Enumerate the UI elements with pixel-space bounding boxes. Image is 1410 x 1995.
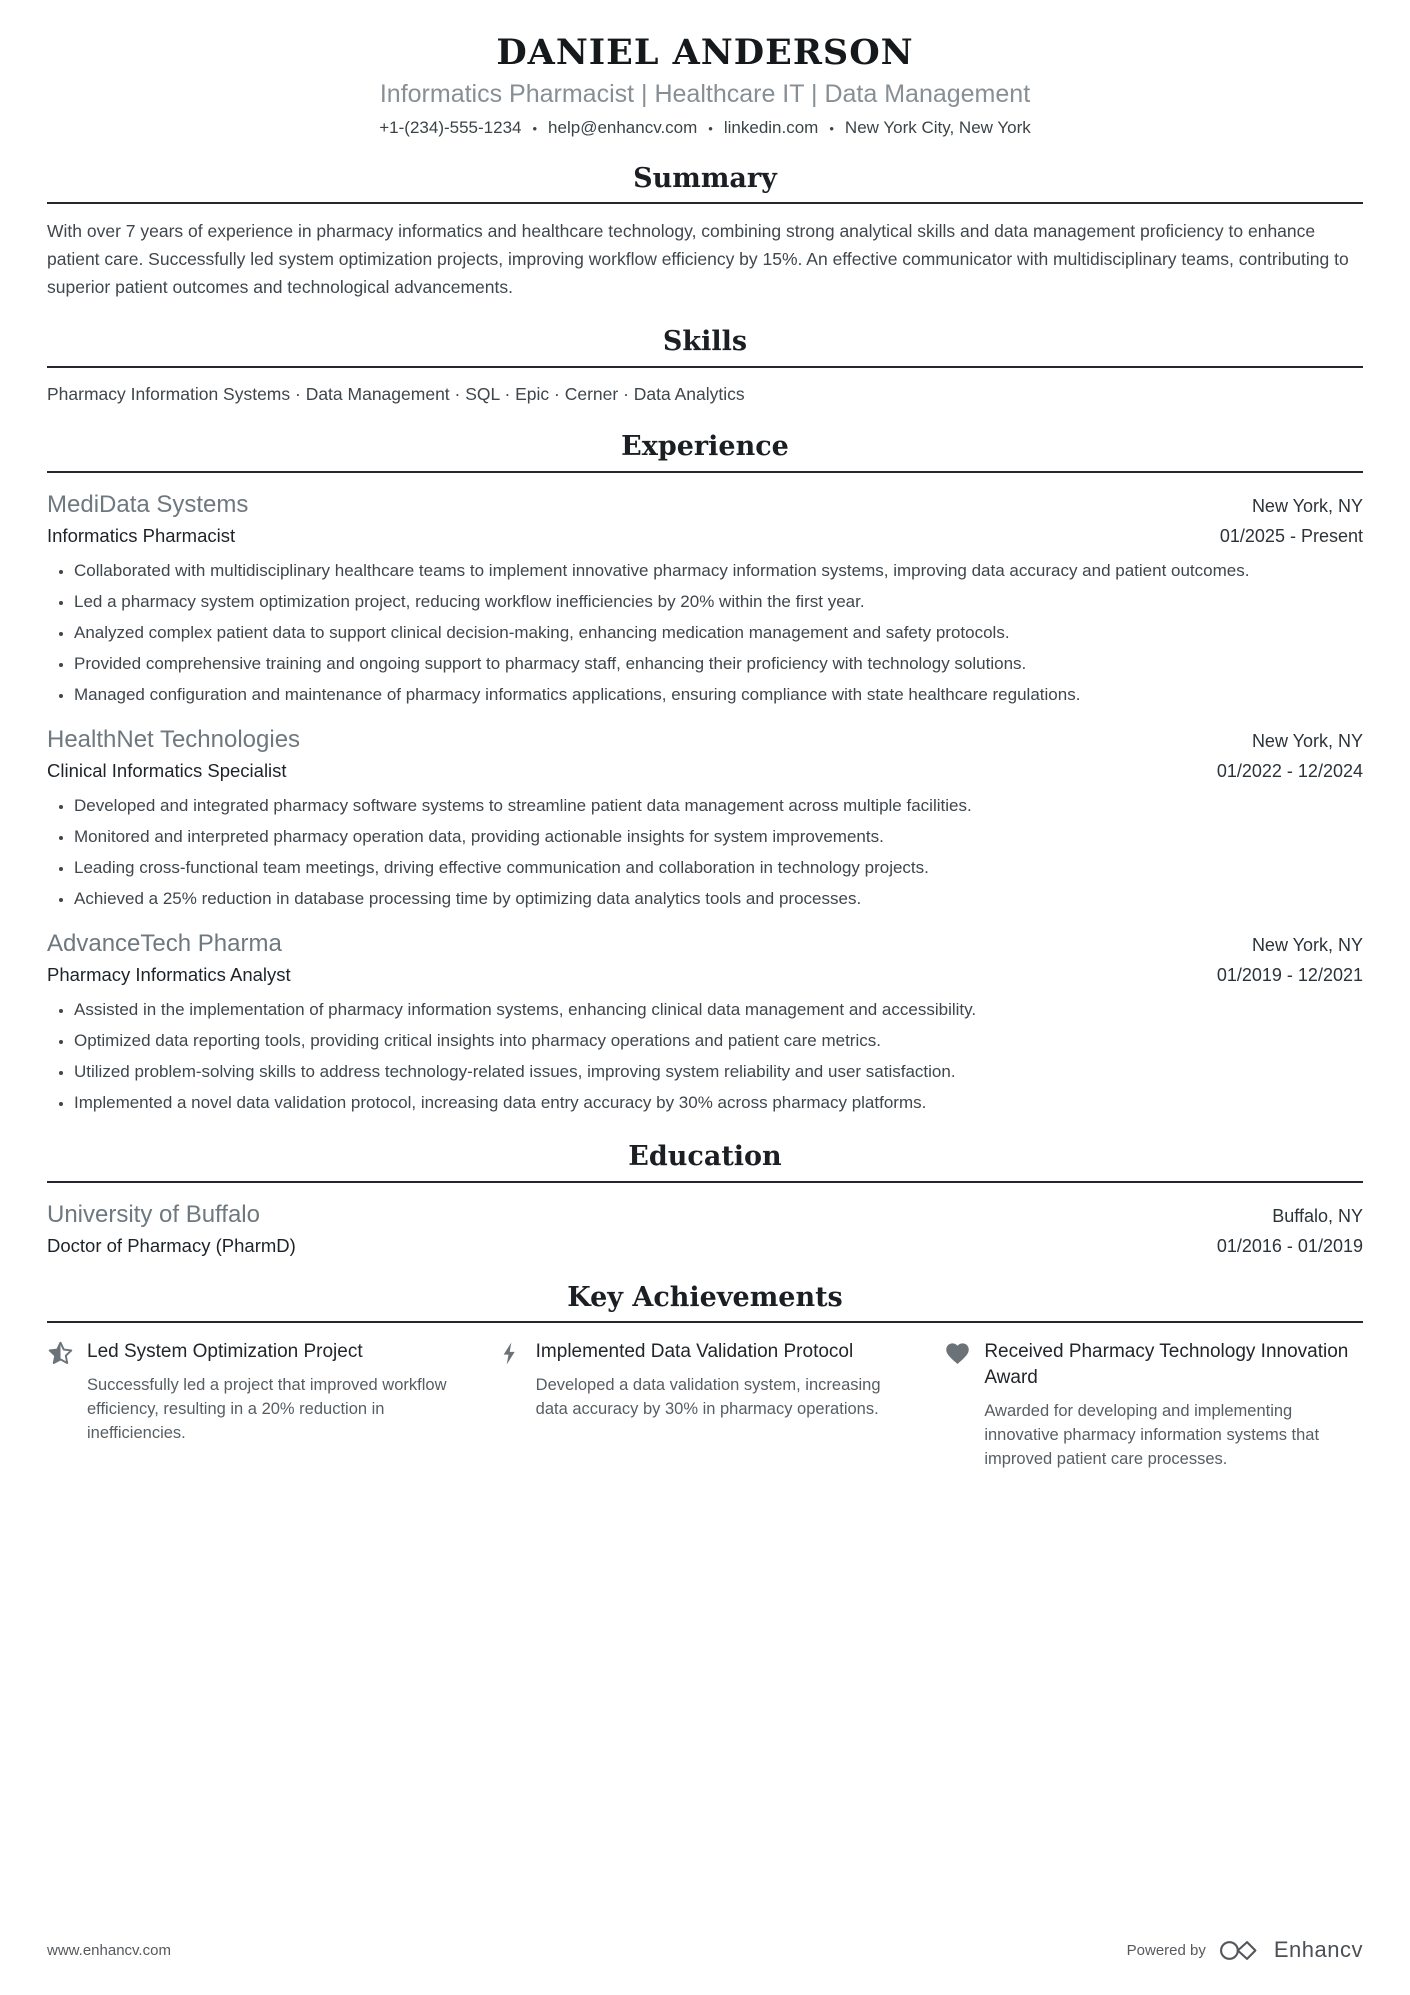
achievement-item <box>47 1339 466 1471</box>
experience-entry <box>47 490 1363 708</box>
experience-section <box>47 430 1363 1116</box>
experience-heading: Experience <box>621 431 789 462</box>
job-bullet: • Leading cross-functional team meetings, driving effective communication and collaboration in technology projects. <box>74 855 1363 881</box>
job-location: New York, NY <box>1251 495 1363 516</box>
job-bullet: • Optimized data reporting tools, providing critical insights into pharmacy operations and patient care metrics. <box>74 1028 1363 1054</box>
job-dates: 01/2019 - 12/2021 <box>1216 964 1363 985</box>
company-name: AdvanceTech Pharma <box>47 929 282 957</box>
skills-section <box>47 325 1363 406</box>
section-divider <box>47 366 1363 368</box>
lightning-icon <box>496 1340 523 1367</box>
candidate-name: DANIEL ANDERSON <box>496 32 914 73</box>
contact-separator <box>829 118 834 138</box>
summary-text: With over 7 years of experience in pharmacy informatics and healthcare technology, combining strong analytical skills and data management proficiency to enhance patient care. Successfully led system optimization projects, improving workflow efficiency by 15%. An effective communicator with multidisciplinary teams, contributing to superior patient outcomes and technological advancements. <box>47 221 1349 298</box>
contact-link: linkedin.com <box>723 117 819 137</box>
job-bullet: • Managed configuration and maintenance of pharmacy informatics applications, ensuring compliance with state healthcare regulations. <box>74 682 1363 708</box>
job-dates: 01/2022 - 12/2024 <box>1216 760 1363 781</box>
education-dates: 01/2016 - 01/2019 <box>1216 1235 1363 1256</box>
page-footer <box>47 1937 1363 1963</box>
job-bullet: • Monitored and interpreted pharmacy operation data, providing actionable insights for system improvements. <box>74 824 1363 850</box>
achievement-item <box>944 1339 1363 1471</box>
achievements-grid <box>47 1339 1363 1471</box>
candidate-title: Informatics Pharmacist | Healthcare IT | Data Management <box>379 80 1031 108</box>
job-bullets <box>47 793 1363 912</box>
education-heading: Education <box>628 1140 782 1172</box>
footer-website: www.enhancv.com <box>47 1941 171 1959</box>
heart-icon <box>944 1340 971 1367</box>
section-divider <box>47 1321 1363 1323</box>
section-divider <box>47 471 1363 473</box>
job-location: New York, NY <box>1251 934 1363 955</box>
achievement-text: Successfully led a project that improved workflow efficiency, resulting in a 20% reduction in inefficiencies. <box>87 1376 447 1443</box>
job-bullet: • Analyzed complex patient data to support clinical decision-making, enhancing medication management and safety protocols. <box>74 620 1363 646</box>
job-bullet: • Achieved a 25% reduction in database processing time by optimizing data analytics tools and processes. <box>74 886 1363 912</box>
job-bullet: • Developed and integrated pharmacy software systems to streamline patient data management across multiple facilities. <box>74 793 1363 819</box>
job-location: New York, NY <box>1251 730 1363 751</box>
powered-by-label: Powered by <box>1126 1941 1206 1959</box>
job-bullets <box>47 558 1363 708</box>
contact-separator <box>708 118 713 138</box>
job-bullet: • Collaborated with multidisciplinary healthcare teams to implement innovative pharmacy information systems, improving data accuracy and patient outcomes. <box>74 558 1363 584</box>
job-bullets <box>47 997 1363 1116</box>
company-name: HealthNet Technologies <box>47 725 301 753</box>
achievement-title: Led System Optimization Project <box>87 1341 363 1363</box>
degree-name: Doctor of Pharmacy (PharmD) <box>47 1234 296 1256</box>
contact-separator <box>532 118 537 138</box>
contact-phone: +1-(234)-555-1234 <box>379 117 522 137</box>
enhancv-wordmark: Enhancv <box>1273 1937 1363 1962</box>
achievement-title: Received Pharmacy Technology Innovation Award <box>984 1341 1349 1389</box>
section-divider <box>47 202 1363 204</box>
achievements-section <box>47 1281 1363 1472</box>
enhancv-logo-icon <box>1218 1939 1262 1962</box>
job-bullet: • Implemented a novel data validation protocol, increasing data entry accuracy by 30% across pharmacy platforms. <box>74 1090 1363 1116</box>
achievement-text: Developed a data validation system, increasing data accuracy by 30% in pharmacy operations. <box>535 1376 881 1419</box>
education-entry <box>47 1200 1363 1257</box>
contact-row <box>47 118 1363 138</box>
school-name: University of Buffalo <box>47 1200 260 1228</box>
contact-location: New York City, New York <box>844 117 1031 137</box>
job-bullet: • Assisted in the implementation of pharmacy information systems, enhancing clinical data management and accessibility. <box>74 997 1363 1023</box>
experience-entry <box>47 929 1363 1116</box>
job-dates: 01/2025 - Present <box>1219 525 1363 546</box>
achievement-item <box>496 1339 915 1471</box>
job-title: Informatics Pharmacist <box>47 524 236 546</box>
half-star-icon <box>47 1340 74 1367</box>
school-location: Buffalo, NY <box>1272 1205 1363 1226</box>
skills-list: Pharmacy Information Systems · Data Management · SQL · Epic · Cerner · Data Analytics <box>47 384 745 404</box>
contact-email: help@enhancv.com <box>548 117 698 137</box>
job-title: Clinical Informatics Specialist <box>47 759 287 781</box>
education-section <box>47 1140 1363 1257</box>
experience-entry <box>47 725 1363 912</box>
powered-by-block <box>1127 1937 1363 1963</box>
summary-section <box>47 162 1363 302</box>
summary-heading: Summary <box>633 162 777 194</box>
skills-heading: Skills <box>662 326 748 358</box>
section-divider <box>47 1181 1363 1183</box>
job-bullet: • Provided comprehensive training and ongoing support to pharmacy staff, enhancing their proficiency with technology solutions. <box>74 651 1363 677</box>
achievement-text: Awarded for developing and implementing innovative pharmacy information systems that improved patient care processes. <box>984 1402 1320 1469</box>
achievement-title: Implemented Data Validation Protocol <box>535 1341 854 1363</box>
job-bullet: • Utilized problem-solving skills to address technology-related issues, improving system reliability and user satisfaction. <box>74 1059 1363 1085</box>
job-title: Pharmacy Informatics Analyst <box>47 963 291 985</box>
job-bullet: • Led a pharmacy system optimization project, reducing workflow inefficiencies by 20% within the first year. <box>74 589 1363 615</box>
achievements-heading: Key Achievements <box>567 1281 843 1313</box>
company-name: MediData Systems <box>47 490 249 518</box>
resume-header <box>47 32 1363 138</box>
